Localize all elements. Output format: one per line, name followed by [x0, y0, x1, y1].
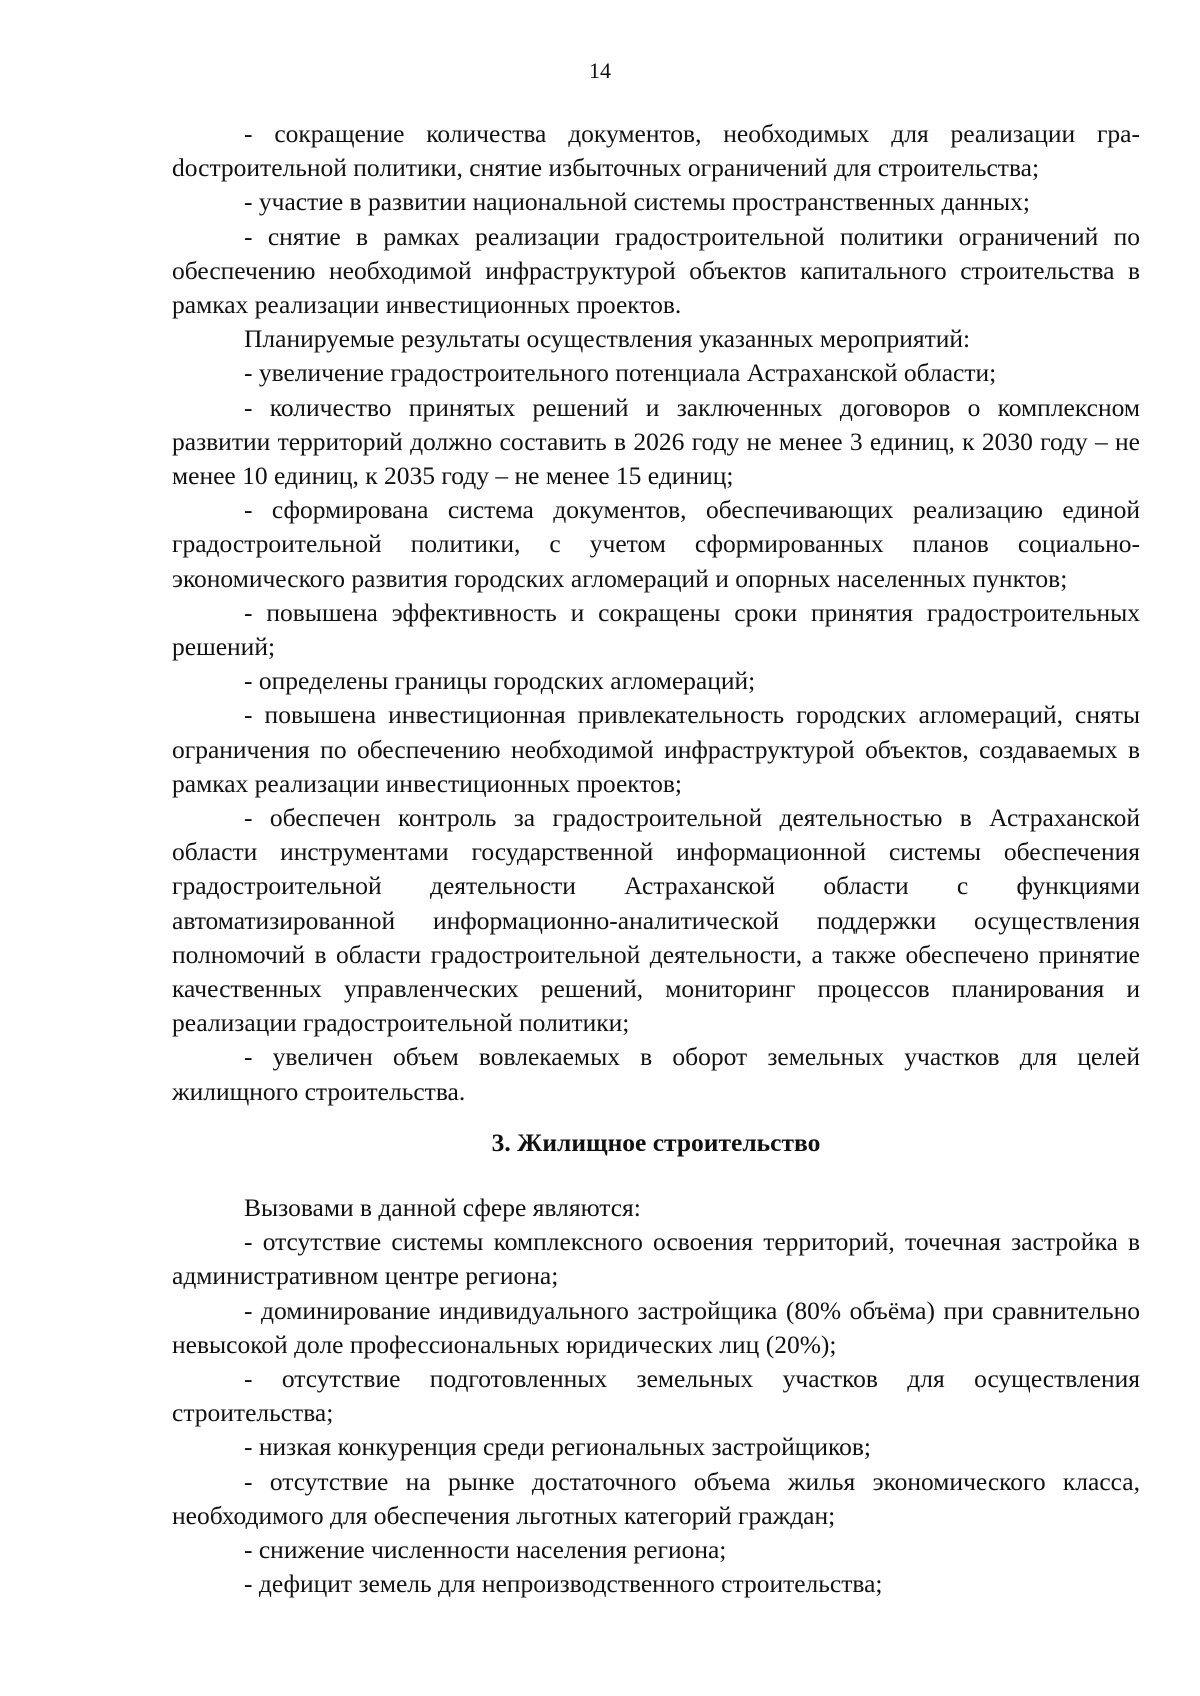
paragraph: - повышена эффективность и сокращены сроки принятия градостроительных решений;: [172, 597, 1140, 662]
paragraph: - низкая конкуренция среди региональных застройщиков;: [244, 1432, 872, 1462]
paragraph: - снижение численности населения региона;: [244, 1535, 727, 1565]
paragraph: - доминирование индивидуального застройщика (80% объёма) при сравнительно невысокой доле профессиональных юридических лиц (20%);: [172, 1295, 1140, 1359]
paragraph: - количество принятых решений и заключенных договоров о комплексном развитии территорий должно составить в 2026 году не менее 3 единиц, к 2030 году – не менее 10 единиц, к 2035 году – не менее 15 единиц;: [172, 392, 1140, 491]
page-number: 14: [589, 58, 611, 83]
paragraph: - сформирована система документов, обеспечивающих реализацию единой градостроительной политики, с учетом сформированных планов социально-экономического развития городских агломераций и опорных населенных пунктов;: [172, 495, 1140, 593]
paragraph: - отсутствие системы комплексного освоения территорий, точечная застройка в административном центре региона;: [172, 1227, 1140, 1291]
paragraph: - участие в развитии национальной системы пространственных данных;: [244, 187, 1031, 217]
paragraph: Планируемые результаты осуществления указанных мероприятий:: [244, 324, 971, 354]
paragraph: - увеличение градостроительного потенциала Астраханской области;: [244, 358, 997, 388]
paragraph: - повышена инвестиционная привлекательность городских агломераций, сняты ограничения по обеспечению необходимой инфраструктурой объектов, создаваемых в рамках реализации инвестиционных проектов;: [172, 700, 1140, 798]
paragraph: - увеличен объем вовлекаемых в оборот земельных участков для целей жилищного строительства.: [172, 1042, 1140, 1106]
paragraph: - обеспечен контроль за градостроительной деятельностью в Астраханской области инструментами государственной информационной системы обеспечения градостроительной деятельности Астраханской области с функциями автоматизированной информационно-аналитической поддержки осуществления полномочий в области градостроительной деятельности, а также обеспечено принятие качественных управленческих решений, мониторинг процессов планирования и реализации градостроительной политики;: [172, 803, 1140, 1038]
paragraph: - сокращение количества документов, необходимых для реализации граdостроительной политики, снятие избыточных ограничений для строительства;: [172, 119, 1140, 183]
paragraph: Вызовами в данной сфере являются:: [244, 1193, 641, 1222]
paragraph: - дефицит земель для непроизводственного строительства;: [244, 1569, 883, 1599]
paragraph: - отсутствие подготовленных земельных участков для осуществления строительства;: [172, 1364, 1140, 1428]
paragraph: - снятие в рамках реализации градостроительной политики ограничений по обеспечению необходимой инфраструктурой объектов капитального строительства в рамках реализации инвестиционных проектов.: [172, 221, 1140, 320]
body-text-top: [172, 117, 1140, 1109]
paragraph: - отсутствие на рынке достаточного объема жилья экономического класса, необходимого для обеспечения льготных категорий граждан;: [172, 1466, 1140, 1530]
paragraph: - определены границы городских агломераций;: [244, 666, 756, 696]
body-text-bottom: [172, 1191, 1140, 1601]
section-heading: 3. Жилищное строительство: [491, 1128, 821, 1157]
